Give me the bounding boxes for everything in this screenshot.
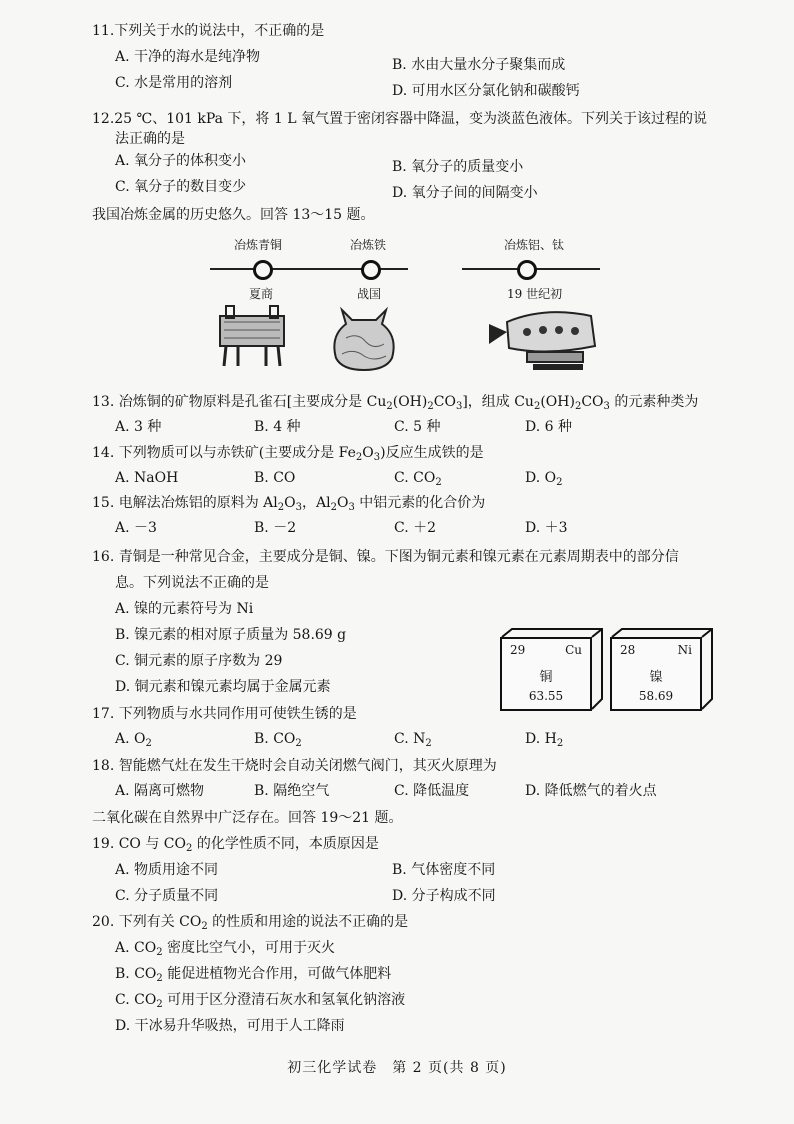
q17-option-d: D. $H_2$ — [525, 731, 564, 749]
element-cell-nickel — [610, 627, 714, 711]
section-intro-19-21: 二氧化碳在自然界中广泛存在。回答 19～21 题。 — [92, 810, 403, 826]
q16-stem-line1: 16. 青铜是一种常见合金，主要成分是铜、镍。下图为铜元素和镍元素在元素周期表中的部分信 — [92, 549, 679, 565]
timeline-dot-bronze — [253, 260, 273, 280]
q19-stem: 19. CO 与 $CO_2$ 的化学性质不同，本质原因是 — [92, 836, 379, 854]
q14-option-c: C. $CO_2$ — [394, 470, 442, 488]
q17-option-a: A. $O_2$ — [115, 731, 152, 749]
q20-option-a: A. $CO_2$ 密度比空气小，可用于灭火 — [115, 940, 336, 958]
timeline-era-zhanguo: 战国 — [357, 287, 382, 301]
q20-option-b: B. $CO_2$ 能促进植物光合作用，可做气体肥料 — [115, 966, 392, 984]
q16-option-a: A. 镍的元素符号为 Ni — [115, 601, 254, 617]
q12-option-b: B. 氧分子的质量变小 — [392, 159, 524, 175]
timeline-event-bronze: 冶炼青铜 — [234, 238, 283, 252]
timeline-dot-aluminum — [517, 260, 537, 280]
q19-option-b: B. 气体密度不同 — [392, 862, 496, 878]
q16-option-b: B. 镍元素的相对原子质量为 58.69 g — [115, 627, 347, 643]
timeline-event-aluminum: 冶炼铝、钛 — [504, 238, 565, 252]
q19-option-c: C. 分子质量不同 — [115, 888, 219, 904]
q16-stem-line2: 息。下列说法不正确的是 — [115, 575, 269, 591]
q15-option-c: C. ＋2 — [394, 520, 437, 536]
q12-option-d: D. 氧分子间的间隔变小 — [392, 185, 538, 201]
copper-atomic-number: 29 — [510, 643, 526, 657]
q12-option-c: C. 氧分子的数目变少 — [115, 179, 247, 195]
q19-option-d: D. 分子构成不同 — [392, 888, 496, 904]
q13-option-d: D. 6 种 — [525, 419, 572, 435]
q13-option-a: A. 3 种 — [115, 419, 162, 435]
q18-option-b: B. 隔绝空气 — [254, 783, 330, 799]
bronze-ding-vessel-icon — [212, 302, 292, 368]
q11-stem: 11.下列关于水的说法中，不正确的是 — [92, 23, 325, 39]
copper-cell-face — [500, 637, 592, 711]
nickel-atomic-mass: 58.69 — [638, 689, 674, 703]
q11-option-a: A. 干净的海水是纯净物 — [115, 49, 261, 65]
q16-option-c: C. 铜元素的原子序数为 29 — [115, 653, 283, 669]
q19-option-a: A. 物质用途不同 — [115, 862, 219, 878]
q20-stem: 20. 下列有关 $CO_2$ 的性质和用途的说法不正确的是 — [92, 914, 409, 932]
q20-option-d: D. 干冰易升华吸热，可用于人工降雨 — [115, 1018, 345, 1034]
timeline-dot-iron — [361, 260, 381, 280]
q17-stem: 17. 下列物质与水共同作用可使铁生锈的是 — [92, 706, 357, 722]
q12-option-a: A. 氧分子的体积变小 — [115, 153, 247, 169]
q17-option-c: C. $N_2$ — [394, 731, 432, 749]
q13-option-c: C. 5 种 — [394, 419, 441, 435]
q14-option-a: A. NaOH — [115, 470, 179, 486]
timeline-era-xiashang: 夏商 — [249, 287, 274, 301]
page-footer: 初三化学试卷 第 2 页(共 8 页) — [287, 1060, 507, 1076]
q15-stem: 15. 电解法冶炼铝的原料为 $Al_2O_3$，$Al_2O_3$ 中铝元素的化合价为 — [92, 495, 486, 513]
aluminum-smelting-apparatus-icon — [487, 304, 603, 376]
timeline-era-19th-century: 19 世纪初 — [507, 287, 563, 301]
q14-option-b: B. CO — [254, 470, 296, 486]
q12-stem-line1: 12.25 ℃、101 kPa 下，将 1 L 氧气置于密闭容器中降温，变为淡蓝色液体。下列关于该过程的说 — [92, 111, 707, 127]
q13-stem: 13. 冶炼铜的矿物原料是孔雀石[主要成分是 $Cu_2(OH)_2CO_3$]，组成 $Cu_2(OH)_2CO_3$ 的元素种类为 — [92, 394, 699, 412]
nickel-atomic-number: 28 — [620, 643, 636, 657]
nickel-symbol: Ni — [677, 643, 692, 657]
q14-stem: 14. 下列物质可以与赤铁矿(主要成分是 $Fe_2O_3$)反应生成铁的是 — [92, 445, 484, 463]
q16-option-d: D. 铜元素和镍元素均属于金属元素 — [115, 679, 331, 695]
copper-symbol: Cu — [565, 643, 582, 657]
q18-stem: 18. 智能燃气灶在发生干烧时会自动关闭燃气阀门，其灭火原理为 — [92, 758, 497, 774]
q11-option-d: D. 可用水区分氯化钠和碳酸钙 — [392, 83, 580, 99]
q11-option-b: B. 水由大量水分子聚集而成 — [392, 57, 566, 73]
q18-option-d: D. 降低燃气的着火点 — [525, 783, 657, 799]
q15-option-a: A. －3 — [115, 520, 157, 536]
q15-option-d: D. ＋3 — [525, 520, 568, 536]
element-cell-copper — [500, 627, 604, 711]
q18-option-a: A. 隔离可燃物 — [115, 783, 205, 799]
q11-option-c: C. 水是常用的溶剂 — [115, 75, 233, 91]
q15-option-b: B. －2 — [254, 520, 297, 536]
q17-option-b: B. $CO_2$ — [254, 731, 302, 749]
nickel-name: 镍 — [649, 670, 663, 685]
copper-name: 铜 — [539, 670, 553, 685]
q20-option-c: C. $CO_2$ 可用于区分澄清石灰水和氢氧化钠溶液 — [115, 992, 406, 1010]
q13-option-b: B. 4 种 — [254, 419, 301, 435]
nickel-cell-face — [610, 637, 702, 711]
section-intro-13-15: 我国冶炼金属的历史悠久。回答 13～15 题。 — [92, 207, 375, 223]
q12-stem-line2: 法正确的是 — [115, 131, 185, 147]
timeline-event-iron: 冶炼铁 — [350, 238, 387, 252]
iron-vessel-icon — [328, 306, 400, 372]
copper-atomic-mass: 63.55 — [528, 689, 564, 703]
q14-option-d: D. $O_2$ — [525, 470, 563, 488]
q18-option-c: C. 降低温度 — [394, 783, 470, 799]
